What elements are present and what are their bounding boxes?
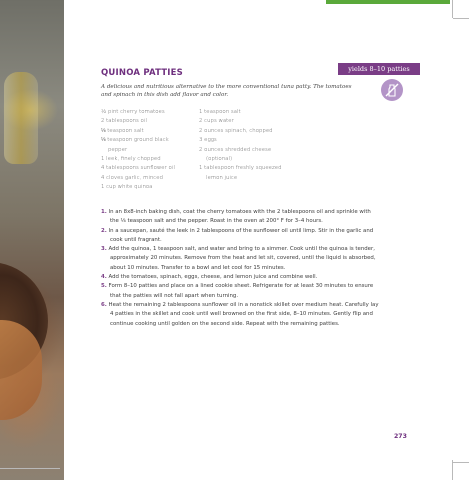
- ingredient-item: 3 eggs: [199, 137, 217, 144]
- step-text: Add the quinoa, 1 teaspoon salt, and water and bring to a simmer. Cook until the quinoa is tender,: [108, 246, 375, 253]
- step-item: [101, 245, 419, 273]
- step-number: 3.: [101, 246, 107, 253]
- ingredient-item: 1 tablespoon freshly squeezed: [199, 165, 282, 172]
- recipe-intro: A delicious and nutritious alternative to the more conventional tuna patty. The tomatoes and spinach in this dish add flavor and color.: [101, 84, 352, 98]
- yield-badge: yields 8–10 patties: [338, 63, 420, 75]
- step-text: Add the tomatoes, spinach, eggs, cheese, and lemon juice and combine well.: [108, 274, 318, 281]
- crop-mark: [0, 468, 60, 469]
- ingredient-item: (optional): [206, 156, 233, 163]
- ingredient-item: 2 ounces shredded cheese: [199, 146, 272, 153]
- step-number: 4.: [101, 274, 107, 281]
- step-text: that the patties will not fall apart when turning.: [110, 292, 239, 299]
- step-item: [101, 282, 419, 301]
- ingredients-right-column: [199, 108, 319, 183]
- crop-mark: [452, 460, 453, 480]
- crop-mark: [453, 462, 469, 463]
- step-item: [101, 273, 419, 282]
- recipe-title: QUINOA PATTIES: [101, 68, 183, 78]
- step-number: 1.: [101, 209, 107, 215]
- ingredient-item: ⅛ teaspoon ground black: [101, 137, 169, 144]
- ingredients-left-column: [101, 108, 193, 193]
- ingredient-item: 2 tablespoons oil: [101, 118, 147, 125]
- crop-mark: [453, 18, 469, 19]
- ingredient-item: 1 cup white quinoa: [101, 184, 153, 191]
- ingredient-item: 1 teaspoon salt: [199, 109, 241, 115]
- ingredient-item: 4 cloves garlic, minced: [101, 174, 163, 181]
- step-number: 6.: [101, 301, 107, 308]
- step-text: Form 8–10 patties and place on a lined cookie sheet. Refrigerate for at least 30 minutes to ensure: [108, 283, 374, 290]
- step-text: In an 8x8-inch baking dish, coat the cherry tomatoes with the 2 tablespoons oil and sprinkle with: [108, 209, 371, 215]
- recipe-steps: [101, 208, 419, 329]
- step-item: [101, 208, 419, 227]
- ingredient-item: lemon juice: [206, 174, 238, 181]
- ingredient-item: ½ pint cherry tomatoes: [101, 109, 165, 115]
- step-text: the ⅛ teaspoon salt and the pepper. Roast in the oven at 200° F for 3–4 hours.: [110, 218, 323, 225]
- step-text: continue cooking until golden on the second side. Repeat with the remaining patties.: [110, 320, 340, 327]
- no-dairy-icon: [381, 79, 403, 101]
- step-number: 2.: [101, 227, 107, 234]
- step-text: In a saucepan, sauté the leek in 2 tablespoons of the sunflower oil until limp. Stir in the garlic and: [108, 227, 374, 234]
- ingredient-item: 4 tablespoons sunflower oil: [101, 165, 175, 172]
- step-number: 5.: [101, 283, 107, 290]
- step-text: cook until fragrant.: [110, 236, 162, 243]
- crop-mark: [452, 0, 453, 18]
- step-text: Heat the remaining 2 tablespoons sunflower oil in a nonstick skillet over medium heat. Carefully lay: [108, 301, 379, 308]
- ingredient-item: 1 leek, finely chopped: [101, 156, 161, 163]
- step-item: [101, 301, 419, 329]
- step-text: about 10 minutes. Transfer to a bowl and let cool for 15 minutes.: [110, 264, 286, 271]
- step-item: [101, 227, 419, 246]
- oil-bottle-photo: [4, 72, 38, 164]
- ingredient-item: pepper: [108, 146, 128, 153]
- ingredient-item: 2 cups water: [199, 118, 234, 125]
- page-number: 273: [394, 433, 407, 440]
- step-text: 4 patties in the skillet and cook until well browned on the first side, 8–10 minutes. Gently flip and: [110, 311, 373, 318]
- top-green-bar: [326, 0, 450, 4]
- step-text: approximately 20 minutes. Remove from the heat and let sit, covered, until the liquid is absorbed,: [110, 255, 376, 262]
- ingredient-item: 2 ounces spinach, chopped: [199, 127, 273, 134]
- ingredient-item: ⅛ teaspoon salt: [101, 127, 144, 134]
